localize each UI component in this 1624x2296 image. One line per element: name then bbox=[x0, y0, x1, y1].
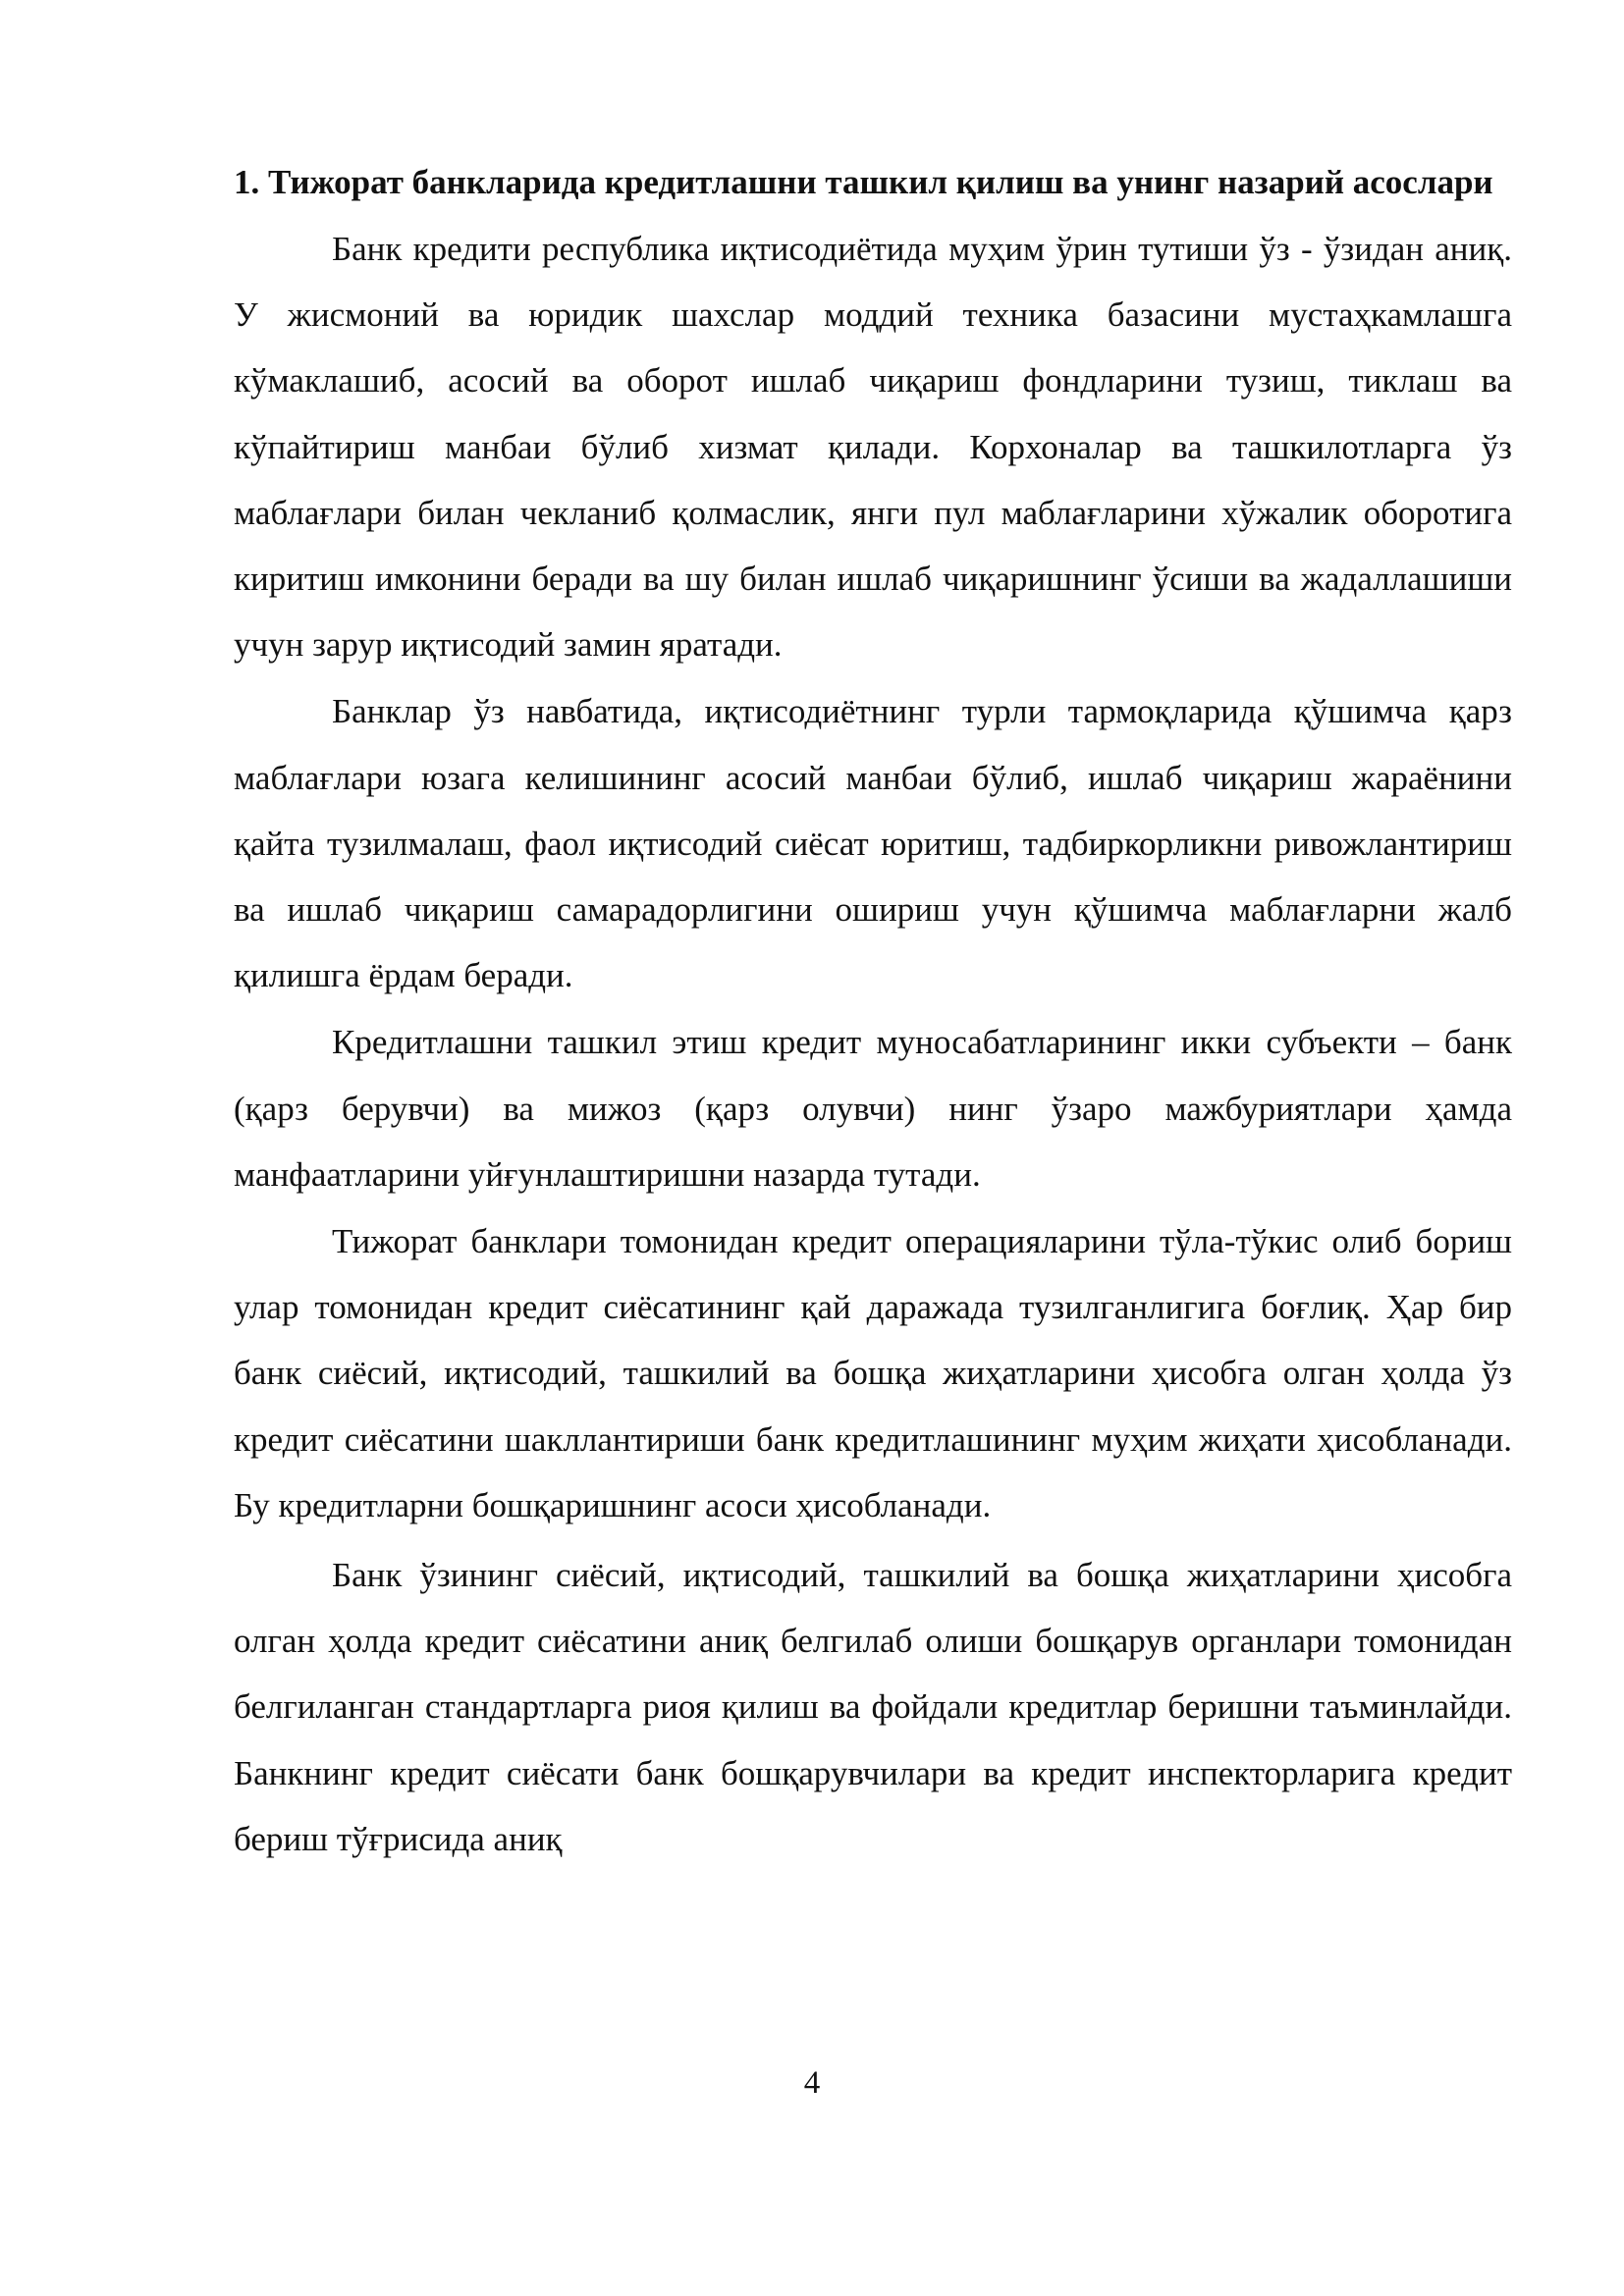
section-heading: 1. Тижорат банкларида кредитлашни ташкил қилиш ва унинг назарий асослари bbox=[234, 163, 1493, 201]
paragraph-3: Кредитлашни ташкил этиш кредит муносабатларининг икки субъекти – банк (қарз берувчи) ва мижоз (қарз олувчи) нинг ўзаро мажбуриятлари ҳамда манфаатларини уйғунлаштиришни назарда тутади. bbox=[234, 1023, 1512, 1194]
page-number: 4 bbox=[803, 2065, 821, 2101]
paragraph-2: Банклар ўз навбатида, иқтисодиётнинг турли тармоқларида қўшимча қарз маблағлари юзага келишининг асосий манбаи бўлиб, ишлаб чиқариш жараёнини қайта тузилмалаш, фаол иқтисодий сиёсат юритиш, тадбиркорликни ривожлантириш ва ишлаб чиқариш самарадорлигини ошириш учун қўшимча маблағларни жалб қилишга ёрдам беради. bbox=[234, 692, 1512, 995]
paragraph-5: Банк ўзининг сиёсий, иқтисодий, ташкилий ва бошқа жиҳатларини ҳисобга олган ҳолда кредит сиёсатини аниқ белгилаб олиши бошқарув органлари томонидан белгиланган стандартларга риоя қилиш ва фойдали кредитлар беришни таъминлайди. Банкнинг кредит сиёсати банк бошқарувчилари ва кредит инспекторларига кредит бериш тўғрисида аниқ bbox=[234, 1556, 1512, 1858]
document-page bbox=[234, 149, 1512, 1872]
paragraph-4: Тижорат банклари томонидан кредит операцияларини тўла-тўкис олиб бориш улар томонидан кредит сиёсатининг қай даражада тузилганлигига боғлиқ. Ҳар бир банк сиёсий, иқтисодий, ташкилий ва бошқа жиҳатларини ҳисобга олган ҳолда ўз кредит сиёсатини шакллантириши банк кредитлашининг муҳим жиҳати ҳисобланади. Бу кредитларни бошқаришнинг асоси ҳисобланади. bbox=[234, 1222, 1512, 1524]
paragraph-1: Банк кредити республика иқтисодиётида муҳим ўрин тутиши ўз - ўзидан аниқ. У жисмоний ва юридик шахслар моддий техника базасини мустаҳкамлашга кўмаклашиб, асосий ва оборот ишлаб чиқариш фондларини тузиш, тиклаш ва кўпайтириш манбаи бўлиб хизмат қилади. Корхоналар ва ташкилотларга ўз маблағлари билан чекланиб қолмаслик, янги пул маблағларини хўжалик оборотига киритиш имконини беради ва шу билан ишлаб чиқаришнинг ўсиши ва жадаллашиши учун зарур иқтисодий замин яратади. bbox=[234, 230, 1512, 665]
